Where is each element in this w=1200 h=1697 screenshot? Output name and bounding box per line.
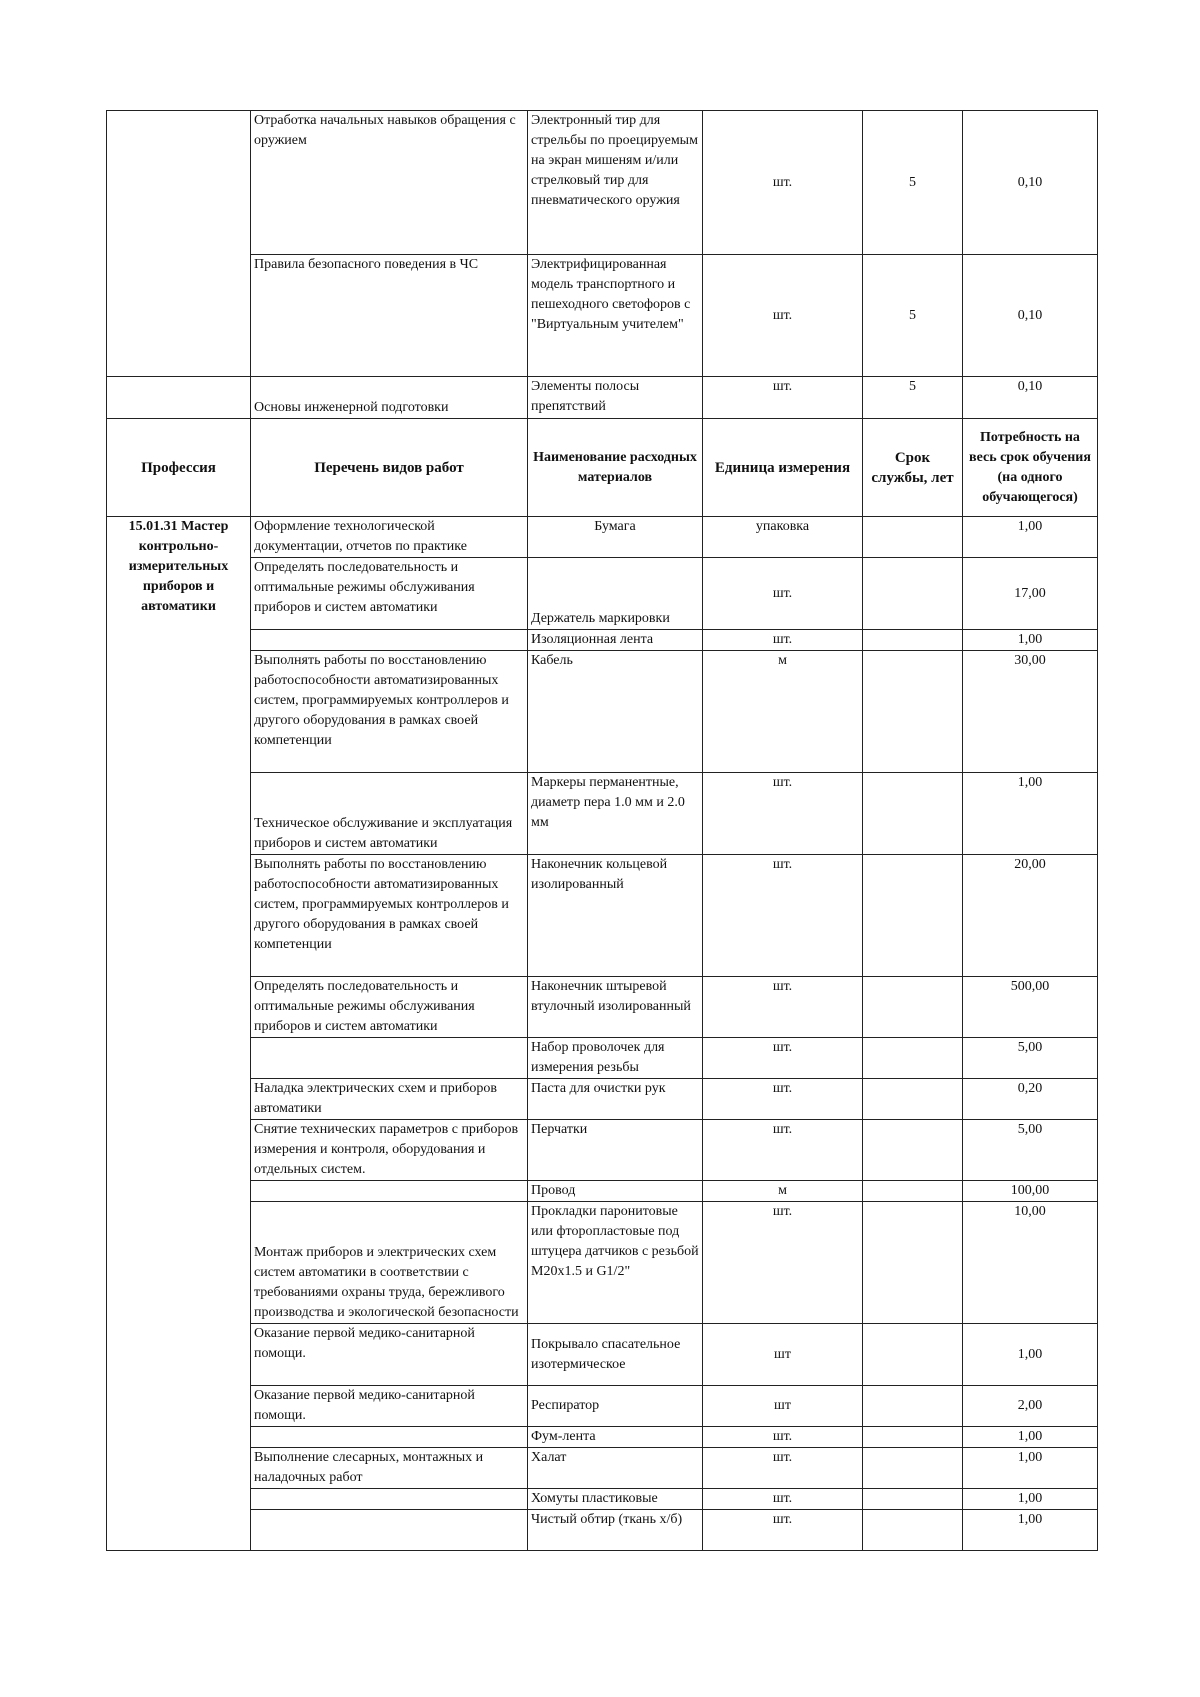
material-cell: Фум-лента bbox=[528, 1427, 703, 1448]
unit-cell: шт. bbox=[703, 977, 863, 1038]
table-row bbox=[107, 1489, 1098, 1510]
term-cell bbox=[863, 1202, 963, 1324]
term-cell bbox=[863, 1386, 963, 1427]
table-header bbox=[107, 419, 1098, 517]
material-cell: Электронный тир для стрельбы по проецируемым на экран мишеням и/или стрелковый тир для пневматического оружия bbox=[528, 111, 703, 255]
profession-cell bbox=[107, 111, 251, 255]
work-cell bbox=[251, 1038, 528, 1079]
materials-table-sheet bbox=[106, 110, 1098, 1551]
term-cell bbox=[863, 558, 963, 630]
term-cell: 5 bbox=[863, 377, 963, 419]
table-row bbox=[107, 517, 1098, 558]
material-cell: Провод bbox=[528, 1181, 703, 1202]
term-cell: 5 bbox=[863, 111, 963, 255]
top-row bbox=[107, 377, 1098, 419]
unit-cell: шт. bbox=[703, 1510, 863, 1551]
table-row bbox=[107, 1324, 1098, 1386]
material-cell: Перчатки bbox=[528, 1120, 703, 1181]
term-cell bbox=[863, 773, 963, 855]
work-cell: Выполнять работы по восстановлению работоспособности автоматизированных систем, программируемых контроллеров и другого оборудования в рамках своей компетенции bbox=[251, 855, 528, 977]
header-profession: Профессия bbox=[107, 419, 251, 517]
material-cell: Чистый обтир (ткань х/б) bbox=[528, 1510, 703, 1551]
need-cell: 1,00 bbox=[963, 1489, 1098, 1510]
material-cell: Респиратор bbox=[528, 1386, 703, 1427]
unit-cell: шт bbox=[703, 1324, 863, 1386]
term-cell bbox=[863, 1510, 963, 1551]
material-cell: Наконечник штыревой втулочный изолированный bbox=[528, 977, 703, 1038]
work-cell: Снятие технических параметров с приборов измерения и контроля, оборудования и отдельных систем. bbox=[251, 1120, 528, 1181]
work-cell: Определять последовательность и оптимальные режимы обслуживания приборов и систем автоматики bbox=[251, 977, 528, 1038]
unit-cell: шт. bbox=[703, 855, 863, 977]
term-cell bbox=[863, 1448, 963, 1489]
table-row bbox=[107, 1038, 1098, 1079]
term-cell bbox=[863, 1427, 963, 1448]
work-cell bbox=[251, 1510, 528, 1551]
need-cell: 1,00 bbox=[963, 1510, 1098, 1551]
unit-cell: шт. bbox=[703, 111, 863, 255]
unit-cell: м bbox=[703, 651, 863, 773]
unit-cell: шт. bbox=[703, 1079, 863, 1120]
unit-cell: упаковка bbox=[703, 517, 863, 558]
unit-cell: шт. bbox=[703, 558, 863, 630]
need-cell: 5,00 bbox=[963, 1038, 1098, 1079]
work-cell bbox=[251, 1181, 528, 1202]
need-cell: 20,00 bbox=[963, 855, 1098, 977]
work-cell: Правила безопасного поведения в ЧС bbox=[251, 255, 528, 377]
header-term: Срок службы, лет bbox=[863, 419, 963, 517]
work-cell bbox=[251, 630, 528, 651]
need-cell: 0,10 bbox=[963, 255, 1098, 377]
unit-cell: шт. bbox=[703, 1489, 863, 1510]
term-cell bbox=[863, 651, 963, 773]
unit-cell: м bbox=[703, 1181, 863, 1202]
term-cell bbox=[863, 630, 963, 651]
table-row bbox=[107, 1181, 1098, 1202]
unit-cell: шт. bbox=[703, 1038, 863, 1079]
material-cell: Элементы полосы препятствий bbox=[528, 377, 703, 419]
need-cell: 1,00 bbox=[963, 1448, 1098, 1489]
work-cell: Отработка начальных навыков обращения с оружием bbox=[251, 111, 528, 255]
table-row bbox=[107, 1120, 1098, 1181]
material-cell: Паста для очистки рук bbox=[528, 1079, 703, 1120]
work-cell: Оформление технологической документации, отчетов по практике bbox=[251, 517, 528, 558]
term-cell bbox=[863, 1181, 963, 1202]
header-unit: Единица измерения bbox=[703, 419, 863, 517]
material-cell: Маркеры перманентные, диаметр пера 1.0 мм и 2.0 мм bbox=[528, 773, 703, 855]
work-cell: Определять последовательность и оптимальные режимы обслуживания приборов и систем автоматики bbox=[251, 558, 528, 630]
table-row bbox=[107, 977, 1098, 1038]
table-row bbox=[107, 855, 1098, 977]
need-cell: 0,10 bbox=[963, 377, 1098, 419]
work-cell bbox=[251, 1489, 528, 1510]
table-row bbox=[107, 1448, 1098, 1489]
work-cell: Выполнять работы по восстановлению работоспособности автоматизированных систем, программируемых контроллеров и другого оборудования в рамках своей компетенции bbox=[251, 651, 528, 773]
unit-cell: шт. bbox=[703, 630, 863, 651]
term-cell bbox=[863, 1079, 963, 1120]
unit-cell: шт bbox=[703, 1386, 863, 1427]
need-cell: 0,10 bbox=[963, 111, 1098, 255]
term-cell bbox=[863, 1324, 963, 1386]
material-cell: Наконечник кольцевой изолированный bbox=[528, 855, 703, 977]
work-cell: Выполнение слесарных, монтажных и наладочных работ bbox=[251, 1448, 528, 1489]
term-cell bbox=[863, 1038, 963, 1079]
need-cell: 1,00 bbox=[963, 773, 1098, 855]
need-cell: 1,00 bbox=[963, 1427, 1098, 1448]
unit-cell: шт. bbox=[703, 773, 863, 855]
work-cell: Основы инженерной подготовки bbox=[251, 377, 528, 419]
need-cell: 100,00 bbox=[963, 1181, 1098, 1202]
table-row bbox=[107, 558, 1098, 630]
header-works: Перечень видов работ bbox=[251, 419, 528, 517]
table-row bbox=[107, 1386, 1098, 1427]
material-cell: Держатель маркировки bbox=[528, 558, 703, 630]
table-row bbox=[107, 651, 1098, 773]
unit-cell: шт. bbox=[703, 1427, 863, 1448]
need-cell: 1,00 bbox=[963, 1324, 1098, 1386]
material-cell: Электрифицированная модель транспортного и пешеходного светофоров с "Виртуальным учителем" bbox=[528, 255, 703, 377]
profession-cell bbox=[107, 377, 251, 419]
need-cell: 5,00 bbox=[963, 1120, 1098, 1181]
need-cell: 1,00 bbox=[963, 517, 1098, 558]
unit-cell: шт. bbox=[703, 377, 863, 419]
unit-cell: шт. bbox=[703, 1202, 863, 1324]
work-cell: Наладка электрических схем и приборов автоматики bbox=[251, 1079, 528, 1120]
top-row bbox=[107, 111, 1098, 255]
table-row bbox=[107, 630, 1098, 651]
top-row bbox=[107, 255, 1098, 377]
need-cell: 1,00 bbox=[963, 630, 1098, 651]
header-material: Наименование расходных материалов bbox=[528, 419, 703, 517]
term-cell bbox=[863, 855, 963, 977]
term-cell bbox=[863, 517, 963, 558]
unit-cell: шт. bbox=[703, 1448, 863, 1489]
work-cell bbox=[251, 1427, 528, 1448]
term-cell bbox=[863, 1120, 963, 1181]
material-cell: Изоляционная лента bbox=[528, 630, 703, 651]
need-cell: 2,00 bbox=[963, 1386, 1098, 1427]
table-row bbox=[107, 1510, 1098, 1551]
work-cell: Оказание первой медико-санитарной помощи. bbox=[251, 1324, 528, 1386]
work-cell: Оказание первой медико-санитарной помощи. bbox=[251, 1386, 528, 1427]
profession-cell bbox=[107, 255, 251, 377]
table-row bbox=[107, 1079, 1098, 1120]
material-cell: Халат bbox=[528, 1448, 703, 1489]
work-cell: Монтаж приборов и электрических схем систем автоматики в соответствии с требованиями охраны труда, бережливого производства и экологической безопасности bbox=[251, 1202, 528, 1324]
work-cell: Техническое обслуживание и эксплуатация приборов и систем автоматики bbox=[251, 773, 528, 855]
table-row bbox=[107, 1427, 1098, 1448]
material-cell: Кабель bbox=[528, 651, 703, 773]
table-row bbox=[107, 1202, 1098, 1324]
material-cell: Прокладки паронитовые или фторопластовые под штуцера датчиков с резьбой М20х1.5 и G1/2" bbox=[528, 1202, 703, 1324]
need-cell: 30,00 bbox=[963, 651, 1098, 773]
need-cell: 500,00 bbox=[963, 977, 1098, 1038]
material-cell: Бумага bbox=[528, 517, 703, 558]
material-cell: Хомуты пластиковые bbox=[528, 1489, 703, 1510]
need-cell: 17,00 bbox=[963, 558, 1098, 630]
need-cell: 10,00 bbox=[963, 1202, 1098, 1324]
materials-table bbox=[106, 110, 1098, 1551]
profession-name: 15.01.31 Мастер контрольно-измерительных приборов и автоматики bbox=[107, 517, 251, 1551]
header-need: Потребность на весь срок обучения (на одного обучающегося) bbox=[963, 419, 1098, 517]
term-cell bbox=[863, 977, 963, 1038]
unit-cell: шт. bbox=[703, 1120, 863, 1181]
term-cell bbox=[863, 1489, 963, 1510]
material-cell: Покрывало спасательное изотермическое bbox=[528, 1324, 703, 1386]
need-cell: 0,20 bbox=[963, 1079, 1098, 1120]
term-cell: 5 bbox=[863, 255, 963, 377]
material-cell: Набор проволочек для измерения резьбы bbox=[528, 1038, 703, 1079]
table-row bbox=[107, 773, 1098, 855]
unit-cell: шт. bbox=[703, 255, 863, 377]
